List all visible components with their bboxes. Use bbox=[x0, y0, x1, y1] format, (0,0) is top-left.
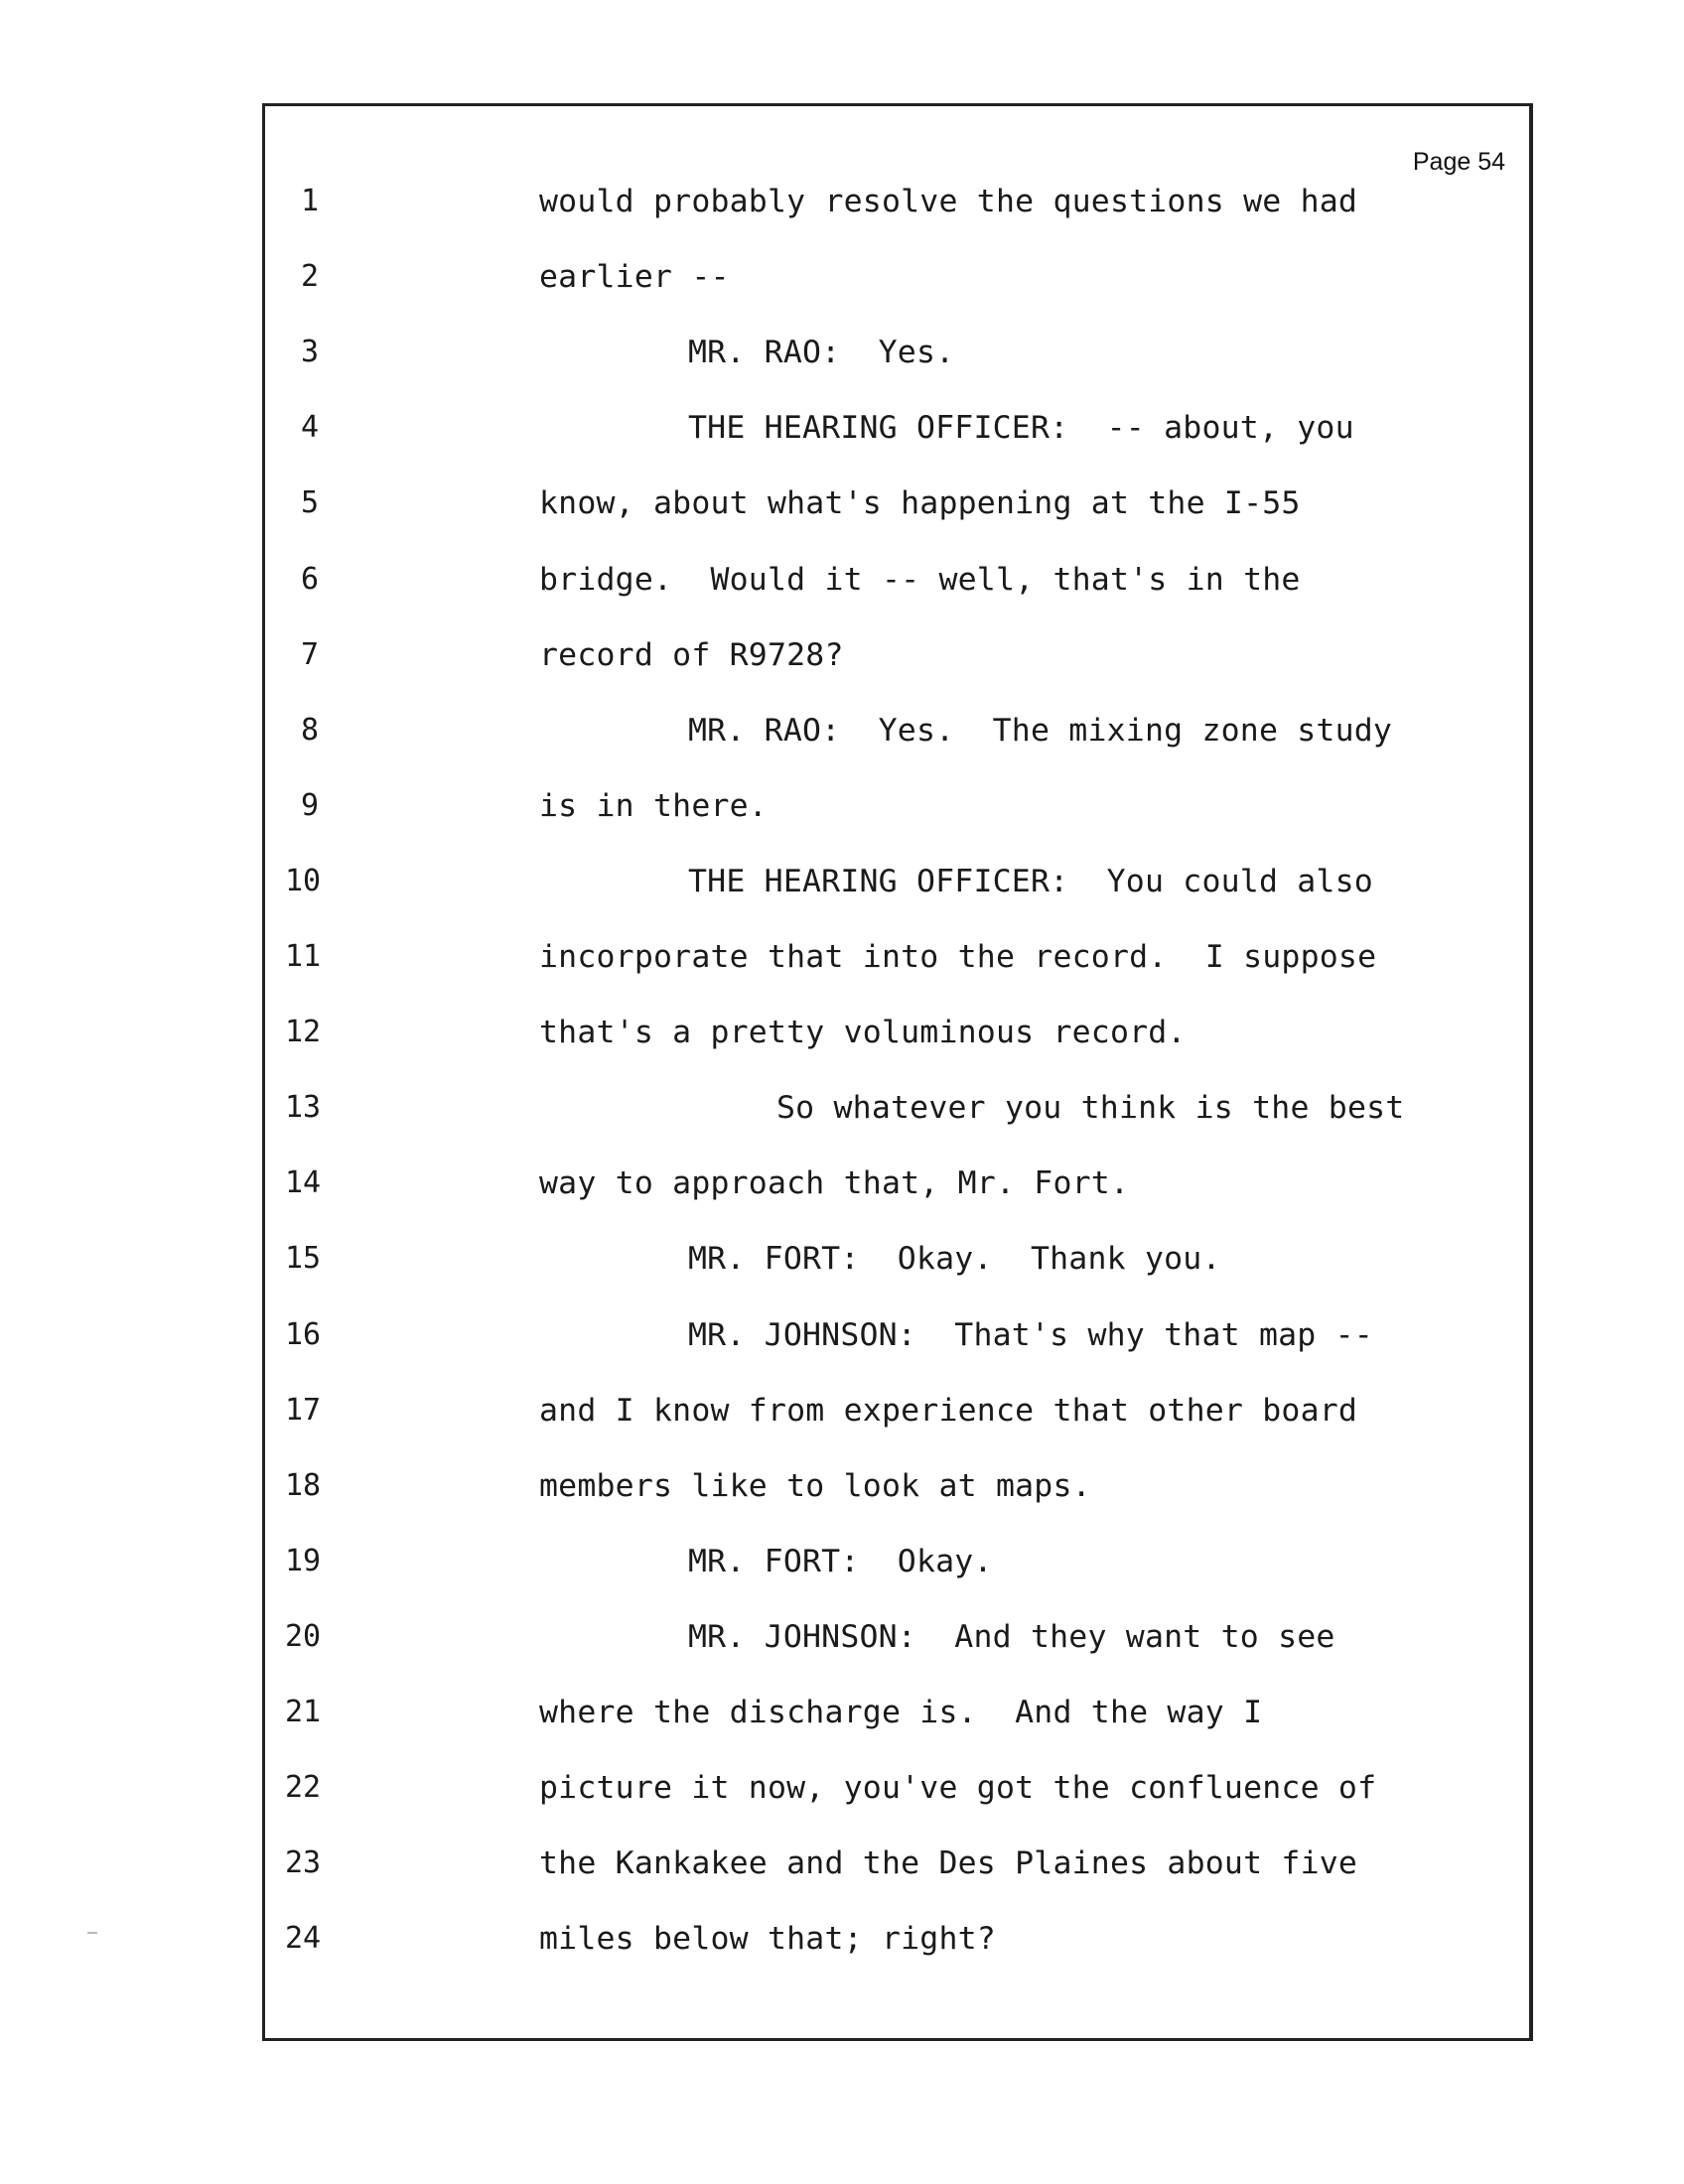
line-text: members like to look at maps. bbox=[539, 1467, 1091, 1504]
line-number: 24 bbox=[285, 1921, 322, 1957]
line-number: 8 bbox=[301, 712, 320, 748]
line-number: 21 bbox=[285, 1695, 322, 1729]
line-number: 1 bbox=[301, 184, 320, 218]
line-number: 5 bbox=[301, 485, 320, 521]
line-text: So whatever you think is the best bbox=[776, 1090, 1405, 1127]
line-number: 16 bbox=[285, 1316, 322, 1352]
line-text: and I know from experience that other board bbox=[539, 1392, 1358, 1429]
line-text: earlier -- bbox=[539, 259, 730, 296]
transcript-line bbox=[265, 1468, 1529, 1544]
line-text: THE HEARING OFFICER: You could also bbox=[688, 863, 1373, 899]
line-text: MR. JOHNSON: And they want to see bbox=[688, 1618, 1335, 1655]
line-number: 23 bbox=[285, 1845, 322, 1881]
transcript-line bbox=[265, 1845, 1529, 1921]
line-text: MR. FORT: Okay. Thank you. bbox=[688, 1241, 1221, 1278]
line-text: record of R9728? bbox=[539, 636, 844, 673]
line-text: bridge. Would it -- well, that's in the bbox=[539, 561, 1301, 598]
line-number: 13 bbox=[285, 1090, 322, 1126]
transcript-line bbox=[265, 1921, 1529, 1996]
line-text: MR. RAO: Yes. The mixing zone study bbox=[688, 712, 1393, 749]
line-number: 15 bbox=[285, 1241, 322, 1277]
transcript-line bbox=[265, 864, 1529, 939]
line-text: that's a pretty voluminous record. bbox=[539, 1015, 1187, 1051]
line-number: 12 bbox=[285, 1015, 322, 1050]
line-text: MR. RAO: Yes. bbox=[688, 335, 955, 371]
line-text: picture it now, you've got the confluence of bbox=[539, 1770, 1377, 1807]
transcript-line bbox=[265, 1544, 1529, 1619]
line-text: miles below that; right? bbox=[539, 1921, 996, 1958]
transcript-line bbox=[265, 1317, 1529, 1393]
line-text: THE HEARING OFFICER: -- about, you bbox=[688, 410, 1354, 447]
line-number: 4 bbox=[301, 410, 320, 446]
transcript-line bbox=[265, 562, 1529, 637]
line-text: MR. JOHNSON: That's why that map -- bbox=[688, 1316, 1373, 1353]
line-number: 10 bbox=[285, 863, 322, 898]
line-number: 22 bbox=[285, 1770, 322, 1806]
line-number: 9 bbox=[301, 787, 320, 823]
line-number: 11 bbox=[285, 939, 322, 974]
transcript-page bbox=[262, 103, 1533, 2041]
line-text: would probably resolve the questions we had bbox=[539, 184, 1358, 219]
line-number: 14 bbox=[285, 1165, 322, 1201]
line-text: is in there. bbox=[539, 787, 768, 824]
line-number: 17 bbox=[285, 1392, 322, 1428]
transcript-line bbox=[265, 485, 1529, 561]
scan-mark bbox=[87, 1932, 97, 1934]
line-number: 7 bbox=[301, 636, 320, 672]
transcript-line bbox=[265, 410, 1529, 485]
line-number: 20 bbox=[285, 1618, 322, 1654]
transcript-line bbox=[265, 788, 1529, 864]
line-number: 6 bbox=[301, 561, 320, 597]
line-number: 2 bbox=[301, 259, 320, 295]
line-text: where the discharge is. And the way I bbox=[539, 1695, 1263, 1730]
line-text: MR. FORT: Okay. bbox=[688, 1543, 993, 1579]
transcript-line bbox=[265, 1393, 1529, 1468]
transcript-line bbox=[265, 1165, 1529, 1241]
transcript-lines bbox=[265, 106, 1529, 2038]
transcript-line bbox=[265, 637, 1529, 713]
line-text: way to approach that, Mr. Fort. bbox=[539, 1165, 1130, 1202]
transcript-line bbox=[265, 184, 1529, 259]
line-number: 19 bbox=[285, 1543, 322, 1578]
transcript-line bbox=[265, 1090, 1529, 1165]
transcript-line bbox=[265, 713, 1529, 788]
transcript-line bbox=[265, 1241, 1529, 1316]
line-number: 18 bbox=[285, 1467, 322, 1503]
transcript-line bbox=[265, 1695, 1529, 1770]
transcript-line bbox=[265, 335, 1529, 410]
line-number: 3 bbox=[301, 335, 320, 370]
page-number-label: Page 54 bbox=[1412, 148, 1505, 176]
transcript-line bbox=[265, 259, 1529, 335]
transcript-line bbox=[265, 1619, 1529, 1695]
line-text: the Kankakee and the Des Plaines about five bbox=[539, 1845, 1358, 1882]
line-text: incorporate that into the record. I suppose bbox=[539, 939, 1377, 975]
transcript-line bbox=[265, 939, 1529, 1015]
transcript-line bbox=[265, 1770, 1529, 1845]
transcript-line bbox=[265, 1015, 1529, 1090]
line-text: know, about what's happening at the I-55 bbox=[539, 485, 1301, 522]
